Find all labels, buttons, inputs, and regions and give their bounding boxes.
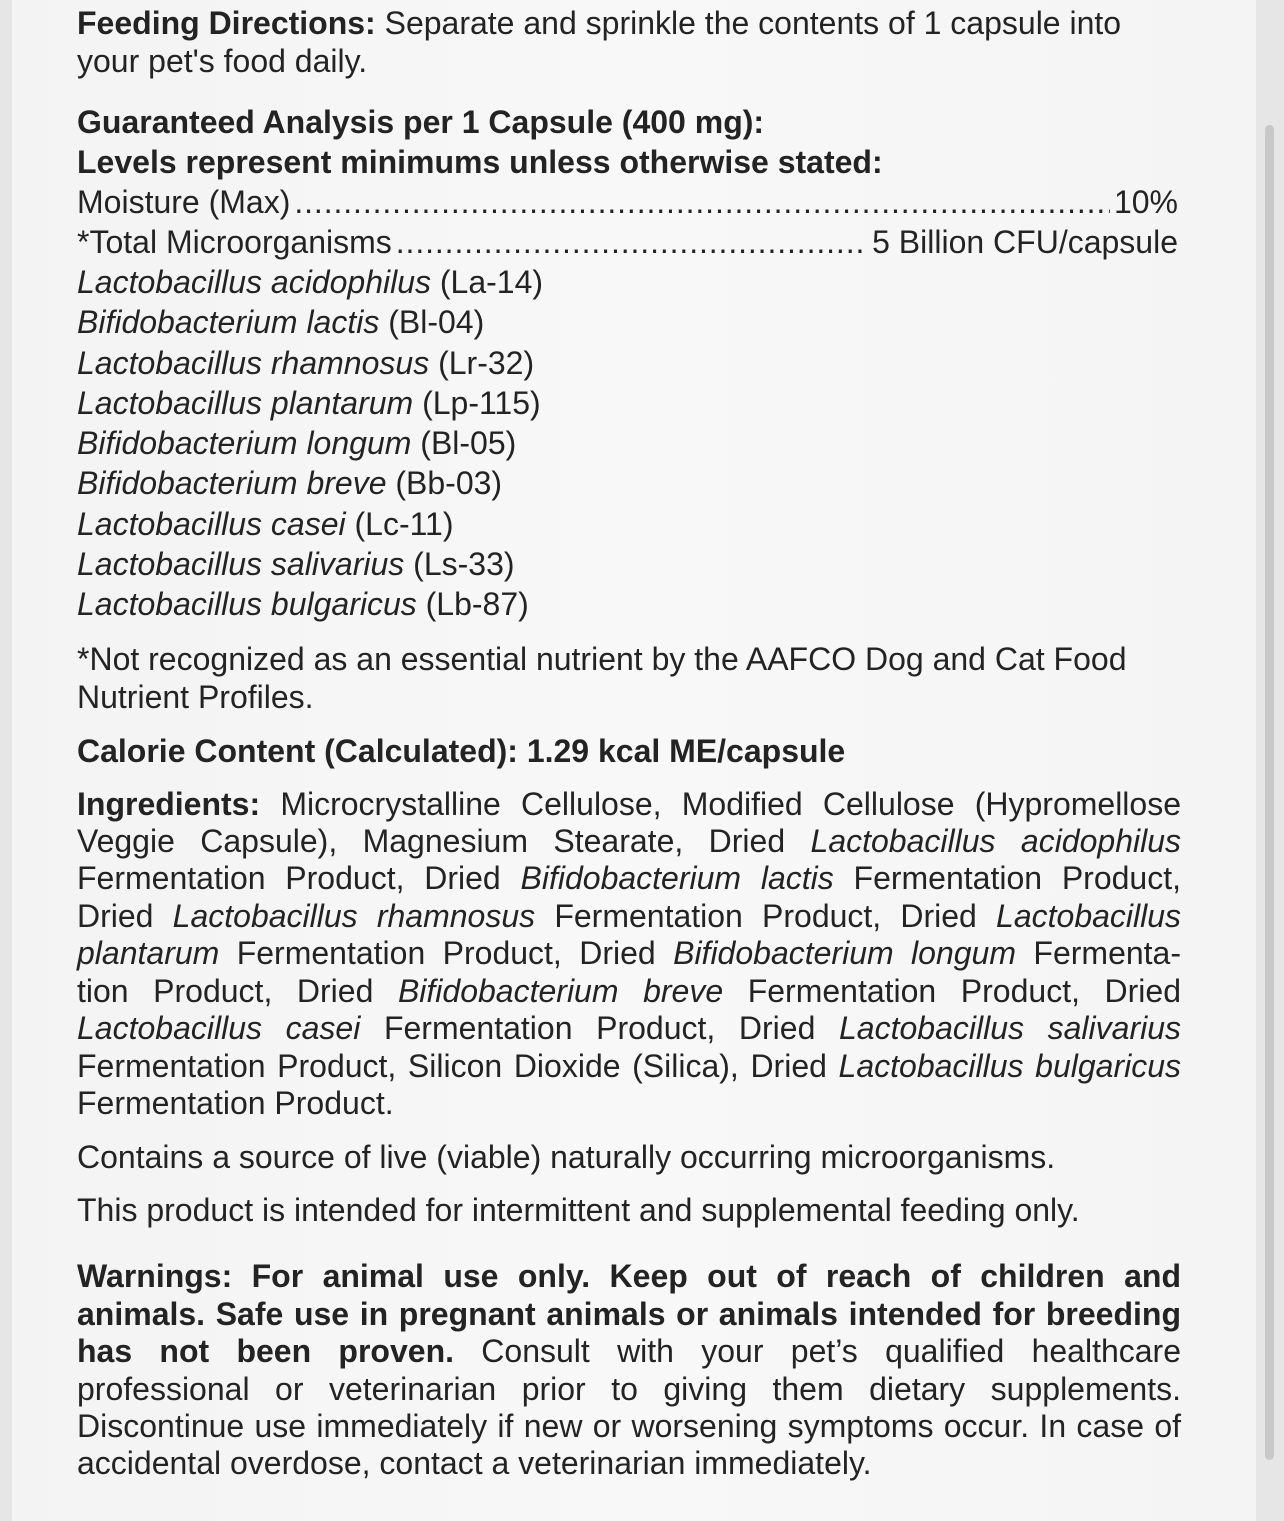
ingredients-text: Fermentation Product, Dried (723, 972, 1182, 1009)
strain-species: Lactobacillus plantarum (77, 384, 414, 421)
strain-item (77, 584, 1185, 624)
live-microorganisms-note: Contains a source of live (viable) naturally occurring microorganisms. (77, 1139, 1056, 1176)
strain-species: Lactobacillus acidophilus (77, 264, 431, 300)
analysis-heading-2: Levels represent minimums unless otherwise stated: (77, 144, 883, 180)
strain-species: Bifidobacterium lactis (77, 304, 380, 341)
ingredient-species: Lactobacillus salivarius (839, 1010, 1181, 1047)
feeding-text: Separate and sprinkle the contents of 1 capsule into your pet's food daily. (77, 5, 1122, 79)
ingredient-species: Lactobacillus rhamnosus (172, 897, 536, 934)
strain-item (77, 504, 1185, 544)
ingredient-species: Lactobacillus casei (77, 1010, 361, 1047)
strain-species: Lactobacillus salivarius (77, 546, 405, 583)
strain-item (77, 383, 1185, 423)
strain-code: (Lb-87) (416, 586, 529, 623)
ingredients-text: Fermentation Product, Dried (535, 897, 997, 934)
warnings-text: Consult with your pet’s qualified healthcare professional or veterinarian prior to giving them dietary supplements. Discontinue use immediately if new or worsening symptoms occur. In case of accidental overdose, contact a veterinarian immediately. (77, 1333, 1181, 1482)
strain-species: Bifidobacterium longum (77, 425, 412, 462)
strain-code: (Bl-04) (379, 304, 485, 341)
strain-species: Lactobacillus rhamnosus (77, 344, 430, 381)
analysis-heading-1: Guaranteed Analysis per 1 Capsule (400 mg): (77, 104, 765, 140)
analysis-row-moisture (77, 182, 1178, 222)
strain-species: Lactobacillus bulgaricus (77, 586, 417, 623)
feeding-label: Feeding Directions: (77, 5, 376, 41)
strain-code: (Lp-115) (413, 384, 541, 421)
ingredient-species: Lactobacillus bulgaricus (838, 1047, 1182, 1084)
ingredients-text: Fermentation Product, Dried (360, 1010, 839, 1047)
strain-item (77, 544, 1185, 584)
ingredient-species: Bifidobacterium lactis (520, 860, 834, 897)
strain-item (77, 463, 1185, 503)
supplement-label-text (77, 4, 1185, 1483)
strain-item (77, 302, 1185, 342)
ingredient-species: Bifidobacterium longum (673, 935, 1016, 972)
feeding-directions (77, 4, 1185, 80)
strain-code: (Bl-05) (411, 425, 517, 462)
strain-code: (La-14) (431, 264, 544, 300)
intended-use-note: This product is intended for intermittent and supplemental feeding only. (77, 1192, 1080, 1229)
strain-code: (Lr-32) (429, 344, 535, 381)
strain-item (77, 262, 1185, 302)
warnings-bold: Warnings: For animal use only. Keep out of reach of children and animals. Safe use in pregnant animals or animals intended for breeding has not been proven. (77, 1258, 1181, 1370)
strain-code: (Lc-11) (345, 505, 454, 542)
ingredient-species: Lactobacillus acidophilus (810, 823, 1182, 860)
strain-code: (Bb-03) (386, 465, 503, 502)
ingredients (77, 786, 1181, 1123)
analysis-row-value: 5 Billion CFU/capsule (872, 224, 1178, 260)
analysis-row-name: *Total Microorganisms (77, 224, 392, 260)
ingredients-text: Fermentation Product, Dried (219, 935, 674, 972)
ingredient-species: Bifidobacterium breve (397, 972, 724, 1009)
ingredients-text: Fermentation Product, Silicon Dioxide (Silica), Dried (77, 1047, 839, 1084)
dot-leader (396, 222, 868, 262)
ingredients-label: Ingredients: (77, 785, 261, 822)
guaranteed-analysis (77, 102, 1185, 625)
strain-item (77, 423, 1185, 463)
scrollbar[interactable] (1265, 125, 1274, 1460)
strain-code: (Ls-33) (404, 546, 515, 583)
analysis-row-microorganisms (77, 222, 1178, 262)
strain-species: Lactobacillus casei (77, 505, 346, 542)
ingredients-text: Fermenta-tion Product, Dried (77, 935, 1181, 1009)
analysis-row-name: Moisture (Max) (77, 184, 291, 220)
ingredients-text: Microcrystalline Cellulose, Modified Cellulose (Hypromellose Veggie Capsule), Magnesium Stearate, Dried (77, 785, 1181, 860)
strain-item (77, 343, 1185, 383)
analysis-row-value: 10% (1113, 184, 1178, 220)
calorie-content: Calorie Content (Calculated): 1.29 kcal ME/capsule (77, 732, 846, 769)
ingredients-text: Fermentation Product. (77, 1084, 394, 1121)
dot-leader (294, 182, 1110, 222)
aafco-footnote: *Not recognized as an essential nutrient by the AAFCO Dog and Cat Food Nutrient Profiles. (77, 640, 1127, 715)
ingredient-species: Lactobacillus plantarum (77, 897, 1182, 972)
ingredients-text: Fermentation Product, Dried (77, 860, 521, 897)
warnings (77, 1258, 1181, 1482)
strain-species: Bifidobacterium breve (77, 465, 387, 502)
ingredients-text: Fermentation Product, Dried (77, 860, 1182, 934)
